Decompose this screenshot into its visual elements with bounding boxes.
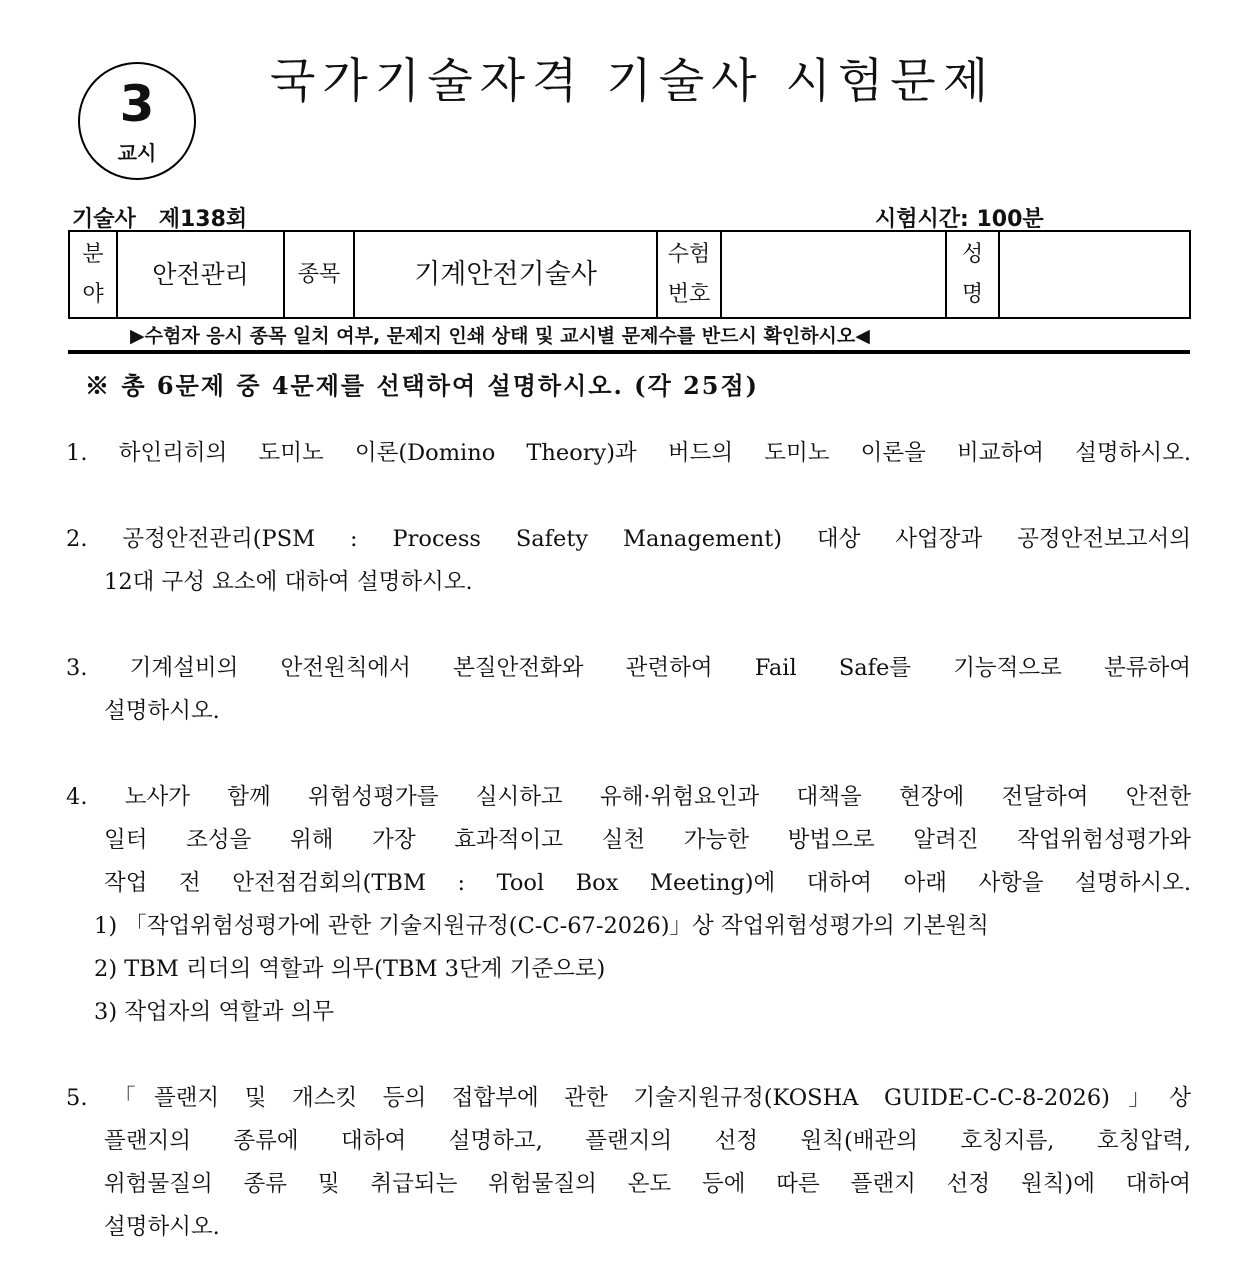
exam-number-label-top: 수험	[667, 241, 711, 267]
question-line: 1. 하인리히의 도미노 이론(Domino Theory)과 버드의 도미노 이론을 비교하여 설명하시오.	[66, 440, 1191, 466]
question-line: 일터 조성을 위해 가장 효과적이고 실천 가능한 방법으로 알려진 작업위험성평가와	[104, 827, 1191, 853]
question-line: 5. 「플랜지 및 개스킷 등의 접합부에 관한 기술지원규정(KOSHA GUIDE-C-C-8-2026)」상	[66, 1085, 1191, 1111]
divider	[68, 350, 1190, 354]
question-line: 작업 전 안전점검회의(TBM : Tool Box Meeting)에 대하여 아래 사항을 설명하시오.	[104, 870, 1191, 896]
exam-number-label	[657, 231, 721, 318]
question-1	[66, 432, 1191, 475]
question-line: 플랜지의 종류에 대하여 설명하고, 플랜지의 선정 원칙(배관의 호칭지름, 호칭압력,	[104, 1128, 1191, 1154]
notice-text: ▶수험자 응시 종목 일치 여부, 문제지 인쇄 상태 및 교시별 문제수를 반드시 확인하시오◀	[130, 325, 870, 347]
exam-number-label-bottom: 번호	[667, 281, 711, 307]
exam-number-field[interactable]	[721, 231, 946, 318]
exam-title: 국가기술자격 기술사 시험문제	[270, 54, 996, 109]
category-label: 종목	[284, 231, 354, 318]
instruction-text: ※ 총 6문제 중 4문제를 선택하여 설명하시오. (각 25점)	[85, 371, 760, 400]
exam-info-table	[68, 230, 1191, 319]
field-label-bottom: 야	[82, 281, 104, 307]
question-line: 12대 구성 요소에 대하여 설명하시오.	[104, 569, 473, 595]
name-field[interactable]	[999, 231, 1190, 318]
session-number: 3	[119, 75, 155, 133]
exam-time: 시험시간: 100분	[875, 207, 1044, 232]
name-label-top: 성	[961, 241, 984, 267]
question-line: 위험물질의 종류 및 취급되는 위험물질의 온도 등에 따른 플랜지 선정 원칙)에 대하여	[104, 1171, 1191, 1197]
question-5	[66, 1077, 1191, 1249]
session-badge	[78, 62, 196, 180]
session-label: 교시	[117, 141, 157, 165]
field-label-top: 분	[82, 241, 104, 267]
question-subitem: 2) TBM 리더의 역할과 의무(TBM 3단계 기준으로)	[94, 956, 606, 982]
exam-round: 기술사 제138회	[72, 207, 248, 232]
name-label	[946, 231, 999, 318]
question-2	[66, 518, 1191, 604]
question-line: 2. 공정안전관리(PSM : Process Safety Management) 대상 사업장과 공정안전보고서의	[66, 526, 1191, 552]
question-line: 4. 노사가 함께 위험성평가를 실시하고 유해·위험요인과 대책을 현장에 전달하여 안전한	[66, 784, 1191, 810]
question-line: 3. 기계설비의 안전원칙에서 본질안전화와 관련하여 Fail Safe를 기능적으로 분류하여	[66, 655, 1191, 681]
question-4	[66, 776, 1191, 1034]
question-line: 설명하시오.	[104, 1214, 220, 1240]
question-3	[66, 647, 1191, 733]
name-label-bottom: 명	[961, 281, 984, 307]
question-subitem: 1) 「작업위험성평가에 관한 기술지원규정(C-C-67-2026)」상 작업위험성평가의 기본원칙	[94, 913, 989, 939]
question-subitem: 3) 작업자의 역할과 의무	[94, 999, 335, 1025]
field-value: 안전관리	[117, 231, 284, 318]
category-value: 기계안전기술사	[354, 231, 657, 318]
question-line: 설명하시오.	[104, 698, 220, 724]
field-label	[69, 231, 117, 318]
